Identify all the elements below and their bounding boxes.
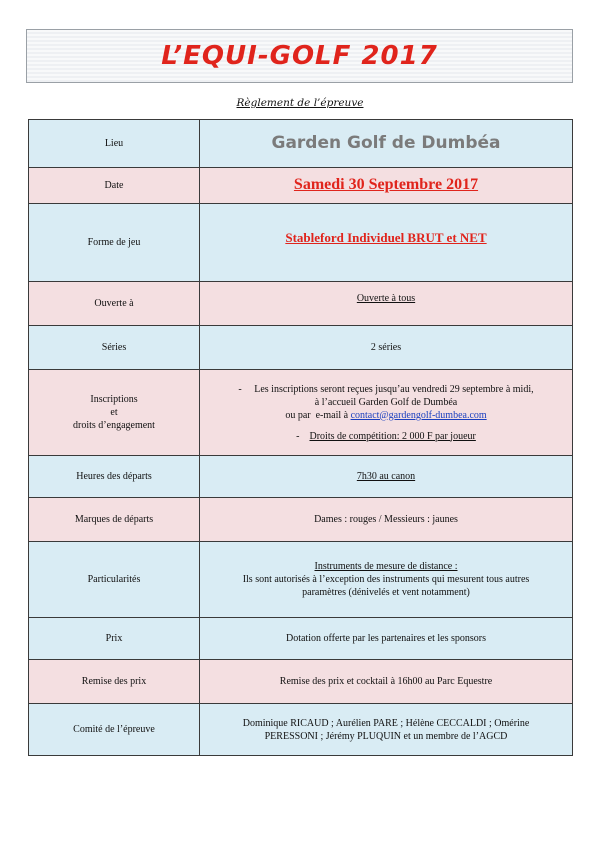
inscriptions-line-1: - Les inscriptions seront reçues jusqu’au vendredi 29 septembre à midi,: [238, 383, 534, 395]
value-lieu: [200, 120, 573, 168]
inscriptions-line-3: [206, 409, 566, 422]
row-marques: [29, 498, 573, 542]
value-prix: Dotation offerte par les partenaires et les sponsors: [200, 618, 573, 660]
row-inscriptions: [29, 370, 573, 456]
row-series: [29, 326, 573, 370]
row-heures: [29, 456, 573, 498]
date-value: Samedi 30 Septembre 2017: [293, 176, 479, 194]
value-comite: [200, 704, 573, 756]
label-remise: Remise des prix: [29, 660, 200, 704]
value-particularites: [200, 542, 573, 618]
value-marques: Dames : rouges / Messieurs : jaunes: [200, 498, 573, 542]
comite-value-1: Dominique RICAUD ; Aurélien PARE ; Hélène CECCALDI ; Omérine: [242, 717, 530, 729]
label-forme: Forme de jeu: [29, 204, 200, 282]
row-particularites: [29, 542, 573, 618]
row-comite: [29, 704, 573, 756]
label-date: Date: [29, 168, 200, 204]
label-inscriptions-2: et: [110, 407, 118, 418]
label-particularites: Particularités: [29, 542, 200, 618]
value-series: 2 séries: [200, 326, 573, 370]
value-inscriptions: [200, 370, 573, 456]
particularites-text-2: paramètres (dénivelés et vent notamment): [302, 587, 470, 598]
label-series: Séries: [29, 326, 200, 370]
row-ouverte: [29, 282, 573, 326]
label-ouverte: Ouverte à: [29, 282, 200, 326]
label-marques: Marques de départs: [29, 498, 200, 542]
page-title: L’EQUI-GOLF 2017: [161, 41, 438, 71]
value-forme: [200, 204, 573, 282]
row-prix: [29, 618, 573, 660]
value-heures: [200, 456, 573, 498]
comite-value-2: PERESSONI ; Jérémy PLUQUIN et un membre de l’AGCD: [264, 730, 508, 742]
ouverte-value: Ouverte à tous: [356, 293, 416, 304]
particularites-heading: Instruments de mesure de distance :: [314, 561, 458, 572]
row-remise: [29, 660, 573, 704]
title-banner: [26, 29, 573, 83]
page-subtitle: Règlement de l’épreuve: [236, 97, 364, 109]
rules-table: [28, 119, 573, 756]
label-comite: Comité de l’épreuve: [29, 704, 200, 756]
label-inscriptions-1: Inscriptions: [90, 394, 138, 405]
heures-value: 7h30 au canon: [356, 471, 416, 482]
value-remise: Remise des prix et cocktail à 16h00 au Parc Equestre: [200, 660, 573, 704]
contact-email-link[interactable]: contact@gardengolf-dumbea.com: [350, 409, 487, 421]
row-date: [29, 168, 573, 204]
label-lieu: Lieu: [29, 120, 200, 168]
label-inscriptions-3: droits d’engagement: [73, 420, 155, 431]
inscriptions-line-2: à l’accueil Garden Golf de Dumbéa: [314, 396, 458, 408]
inscriptions-dash: -: [296, 430, 300, 442]
row-lieu: [29, 120, 573, 168]
lieu-value: Garden Golf de Dumbéa: [271, 133, 501, 154]
row-forme: [29, 204, 573, 282]
value-date: [200, 168, 573, 204]
label-heures: Heures des départs: [29, 456, 200, 498]
label-inscriptions: [29, 370, 200, 456]
inscriptions-line-4: [206, 430, 566, 443]
forme-value: Stableford Individuel BRUT et NET: [285, 230, 487, 245]
inscriptions-email-prefix: ou par e-mail à: [285, 409, 351, 421]
droits-value: Droits de compétition: 2 000 F par joueur: [309, 430, 476, 442]
value-ouverte: [200, 282, 573, 326]
particularites-text-1: Ils sont autorisés à l’exception des instruments qui mesurent tous autres: [242, 574, 530, 585]
label-prix: Prix: [29, 618, 200, 660]
